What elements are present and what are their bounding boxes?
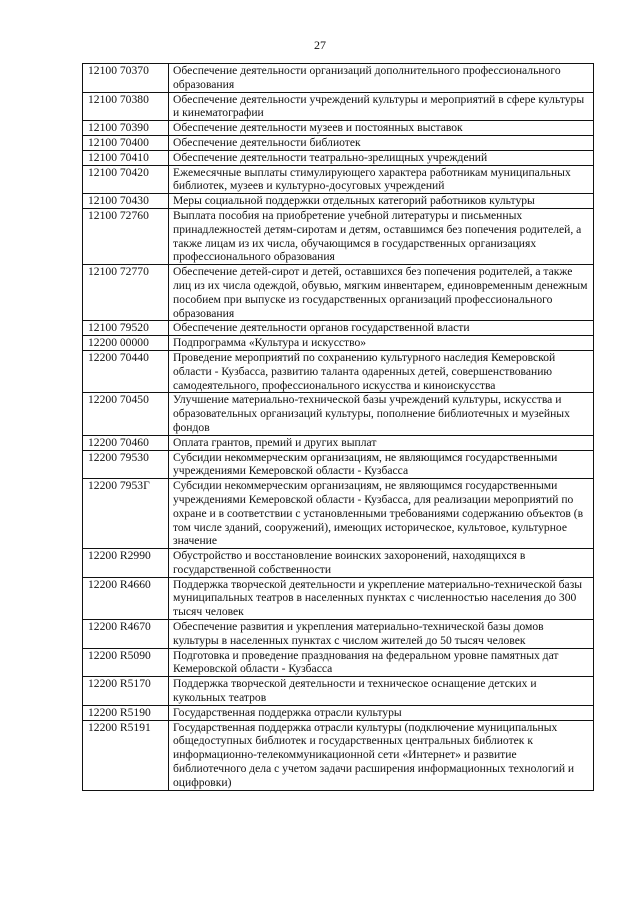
- row-code: 12200 R5170: [83, 677, 169, 706]
- row-code: 12200 00000: [83, 336, 169, 351]
- table-row: [83, 705, 594, 720]
- row-description: Государственная поддержка отрасли культуры (подключение муниципальных общедоступных библиотек и государственных центральных библиотек к информационно-телекоммуникационной сети «Интернет» и развитие библиотечного дела с учетом задачи расширения информационных технологий и оцифровки): [169, 720, 594, 790]
- row-description: Улучшение материально-технической базы учреждений культуры, искусства и образовательных организаций культуры, пополнение библиотечных и музейных фондов: [169, 393, 594, 435]
- budget-codes-table: [82, 63, 594, 791]
- row-description: Государственная поддержка отрасли культуры: [169, 705, 594, 720]
- row-description: Обеспечение развития и укрепления материально-технической базы домов культуры в населенных пунктах с числом жителей до 50 тысяч человек: [169, 620, 594, 649]
- table-row: [83, 336, 594, 351]
- row-code: 12200 R4660: [83, 577, 169, 619]
- row-code: 12100 70400: [83, 135, 169, 150]
- row-description: Обеспечение детей-сирот и детей, оставшихся без попечения родителей, а также лиц из их числа одеждой, обувью, мягким инвентарем, единовременным денежным пособием при выпуске из государственных организаций профессионального образования: [169, 265, 594, 321]
- row-description: Субсидии некоммерческим организациям, не являющимся государственными учреждениями Кемеровской области - Кузбасса: [169, 450, 594, 479]
- table-row: [83, 393, 594, 435]
- row-code: 12200 7953Г: [83, 479, 169, 549]
- table-row: [83, 321, 594, 336]
- row-description: Ежемесячные выплаты стимулирующего характера работникам муниципальных библиотек, музеев и культурно-досуговых учреждений: [169, 165, 594, 194]
- row-description: Проведение мероприятий по сохранению культурного наследия Кемеровской области - Кузбасса, развитию таланта одаренных детей, совершенствованию самодеятельного, профессионального искусства и киноискусства: [169, 350, 594, 392]
- row-code: 12100 70420: [83, 165, 169, 194]
- row-code: 12200 R5190: [83, 705, 169, 720]
- row-description: Субсидии некоммерческим организациям, не являющимся государственными учреждениями Кемеровской области - Кузбасса, для реализации мероприятий по охране и в соответствии с установленными требованиями содержанию объектов (в том числе зданий, сооружений), имеющих историческое, культовое, культурное значение: [169, 479, 594, 549]
- row-code: 12100 70410: [83, 150, 169, 165]
- table-row: [83, 435, 594, 450]
- row-code: 12100 70390: [83, 121, 169, 136]
- table-row: [83, 92, 594, 121]
- row-description: Поддержка творческой деятельности и укрепление материально-технической базы муниципальных театров в населенных пунктах с численностью населения до 300 тысяч человек: [169, 577, 594, 619]
- row-description: Выплата пособия на приобретение учебной литературы и письменных принадлежностей детям-сиротам и детям, оставшимся без попечения родителей, а также лицам из их числа, обучающимся в государственных организациях профессионального образования: [169, 208, 594, 264]
- table-row: [83, 64, 594, 93]
- row-code: 12200 70460: [83, 435, 169, 450]
- row-description: Обеспечение деятельности музеев и постоянных выставок: [169, 121, 594, 136]
- row-code: 12200 70440: [83, 350, 169, 392]
- row-description: Обеспечение деятельности учреждений культуры и мероприятий в сфере культуры и кинематографии: [169, 92, 594, 121]
- row-code: 12100 70370: [83, 64, 169, 93]
- table-row: [83, 479, 594, 549]
- row-description: Меры социальной поддержки отдельных категорий работников культуры: [169, 194, 594, 209]
- table-row: [83, 577, 594, 619]
- row-code: 12200 79530: [83, 450, 169, 479]
- table-row: [83, 677, 594, 706]
- row-description: Подпрограмма «Культура и искусство»: [169, 336, 594, 351]
- row-code: 12100 70430: [83, 194, 169, 209]
- row-code: 12100 72770: [83, 265, 169, 321]
- row-code: 12200 R4670: [83, 620, 169, 649]
- row-description: Поддержка творческой деятельности и техническое оснащение детских и кукольных театров: [169, 677, 594, 706]
- row-description: Обустройство и восстановление воинских захоронений, находящихся в государственной собственности: [169, 549, 594, 578]
- row-code: 12100 70380: [83, 92, 169, 121]
- row-description: Обеспечение деятельности театрально-зрелищных учреждений: [169, 150, 594, 165]
- table-row: [83, 121, 594, 136]
- row-code: 12200 R2990: [83, 549, 169, 578]
- row-code: 12200 70450: [83, 393, 169, 435]
- row-description: Подготовка и проведение празднования на федеральном уровне памятных дат Кемеровской области - Кузбасса: [169, 648, 594, 677]
- table-row: [83, 450, 594, 479]
- page-number: 27: [314, 38, 326, 52]
- table-row: [83, 549, 594, 578]
- row-description: Обеспечение деятельности библиотек: [169, 135, 594, 150]
- table-row: [83, 720, 594, 790]
- row-description: Оплата грантов, премий и других выплат: [169, 435, 594, 450]
- row-code: 12100 72760: [83, 208, 169, 264]
- row-description: Обеспечение деятельности органов государственной власти: [169, 321, 594, 336]
- table-row: [83, 620, 594, 649]
- table-row: [83, 165, 594, 194]
- row-description: Обеспечение деятельности организаций дополнительного профессионального образования: [169, 64, 594, 93]
- table-row: [83, 265, 594, 321]
- table-row: [83, 150, 594, 165]
- table-row: [83, 648, 594, 677]
- row-code: 12200 R5191: [83, 720, 169, 790]
- row-code: 12100 79520: [83, 321, 169, 336]
- row-code: 12200 R5090: [83, 648, 169, 677]
- table-row: [83, 194, 594, 209]
- table-body: [83, 64, 594, 791]
- table-row: [83, 135, 594, 150]
- table-row: [83, 350, 594, 392]
- table-row: [83, 208, 594, 264]
